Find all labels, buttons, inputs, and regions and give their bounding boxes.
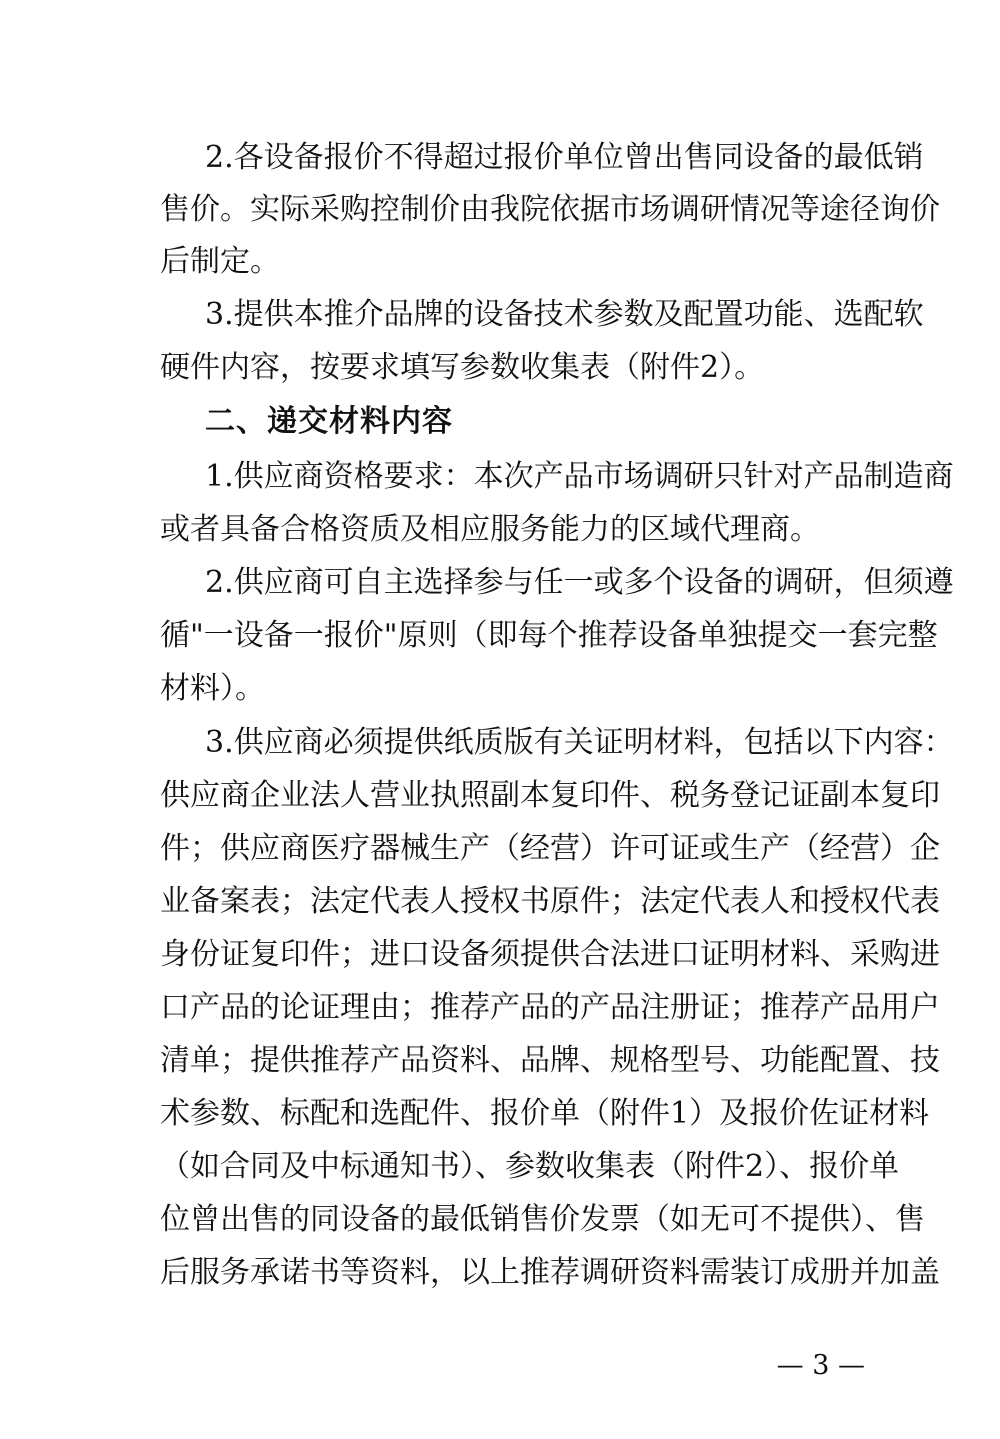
paragraph-line: 或者具备合格资质及相应服务能力的区域代理商。 xyxy=(160,512,820,547)
paragraph-line: 后服务承诺书等资料，以上推荐调研资料需装订成册并加盖 xyxy=(160,1255,940,1290)
paragraph-line: 术参数、标配和选配件、报价单（附件1）及报价佐证材料 xyxy=(160,1096,930,1131)
paragraph-line: 口产品的论证理由；推荐产品的产品注册证；推荐产品用户 xyxy=(160,990,940,1025)
paragraph-line: 件；供应商医疗器械生产（经营）许可证或生产（经营）企 xyxy=(160,831,940,866)
paragraph-line: 3.供应商必须提供纸质版有关证明材料，包括以下内容： xyxy=(205,725,954,760)
paragraph-line: 后制定。 xyxy=(160,244,280,279)
paragraph-line: 清单；提供推荐产品资料、品牌、规格型号、功能配置、技 xyxy=(160,1043,940,1078)
paragraph-line: 供应商企业法人营业执照副本复印件、税务登记证副本复印 xyxy=(160,778,940,813)
paragraph-line: 材料）。 xyxy=(160,671,265,706)
paragraph-line: 身份证复印件；进口设备须提供合法进口证明材料、采购进 xyxy=(160,937,940,972)
page-number: — 3 — xyxy=(776,1350,865,1381)
paragraph-line: （如合同及中标通知书）、参数收集表（附件2）、报价单 xyxy=(160,1149,900,1184)
paragraph-line: 售价。实际采购控制价由我院依据市场调研情况等途径询价 xyxy=(160,192,940,227)
paragraph-line: 业备案表；法定代表人授权书原件；法定代表人和授权代表 xyxy=(160,884,940,919)
paragraph-line: 硬件内容，按要求填写参数收集表（附件2）。 xyxy=(160,350,765,385)
paragraph-line: 位曾出售的同设备的最低销售价发票（如无可不提供）、售 xyxy=(160,1202,925,1237)
paragraph-line: 1.供应商资格要求：本次产品市场调研只针对产品制造商 xyxy=(205,459,954,494)
section-heading: 二、递交材料内容 xyxy=(205,404,453,439)
paragraph-line: 2.各设备报价不得超过报价单位曾出售同设备的最低销 xyxy=(205,140,924,175)
paragraph-line: 循"一设备一报价"原则（即每个推荐设备单独提交一套完整 xyxy=(160,618,938,653)
paragraph-line: 2.供应商可自主选择参与任一或多个设备的调研，但须遵 xyxy=(205,565,954,600)
paragraph-line: 3.提供本推介品牌的设备技术参数及配置功能、选配软 xyxy=(205,297,924,332)
